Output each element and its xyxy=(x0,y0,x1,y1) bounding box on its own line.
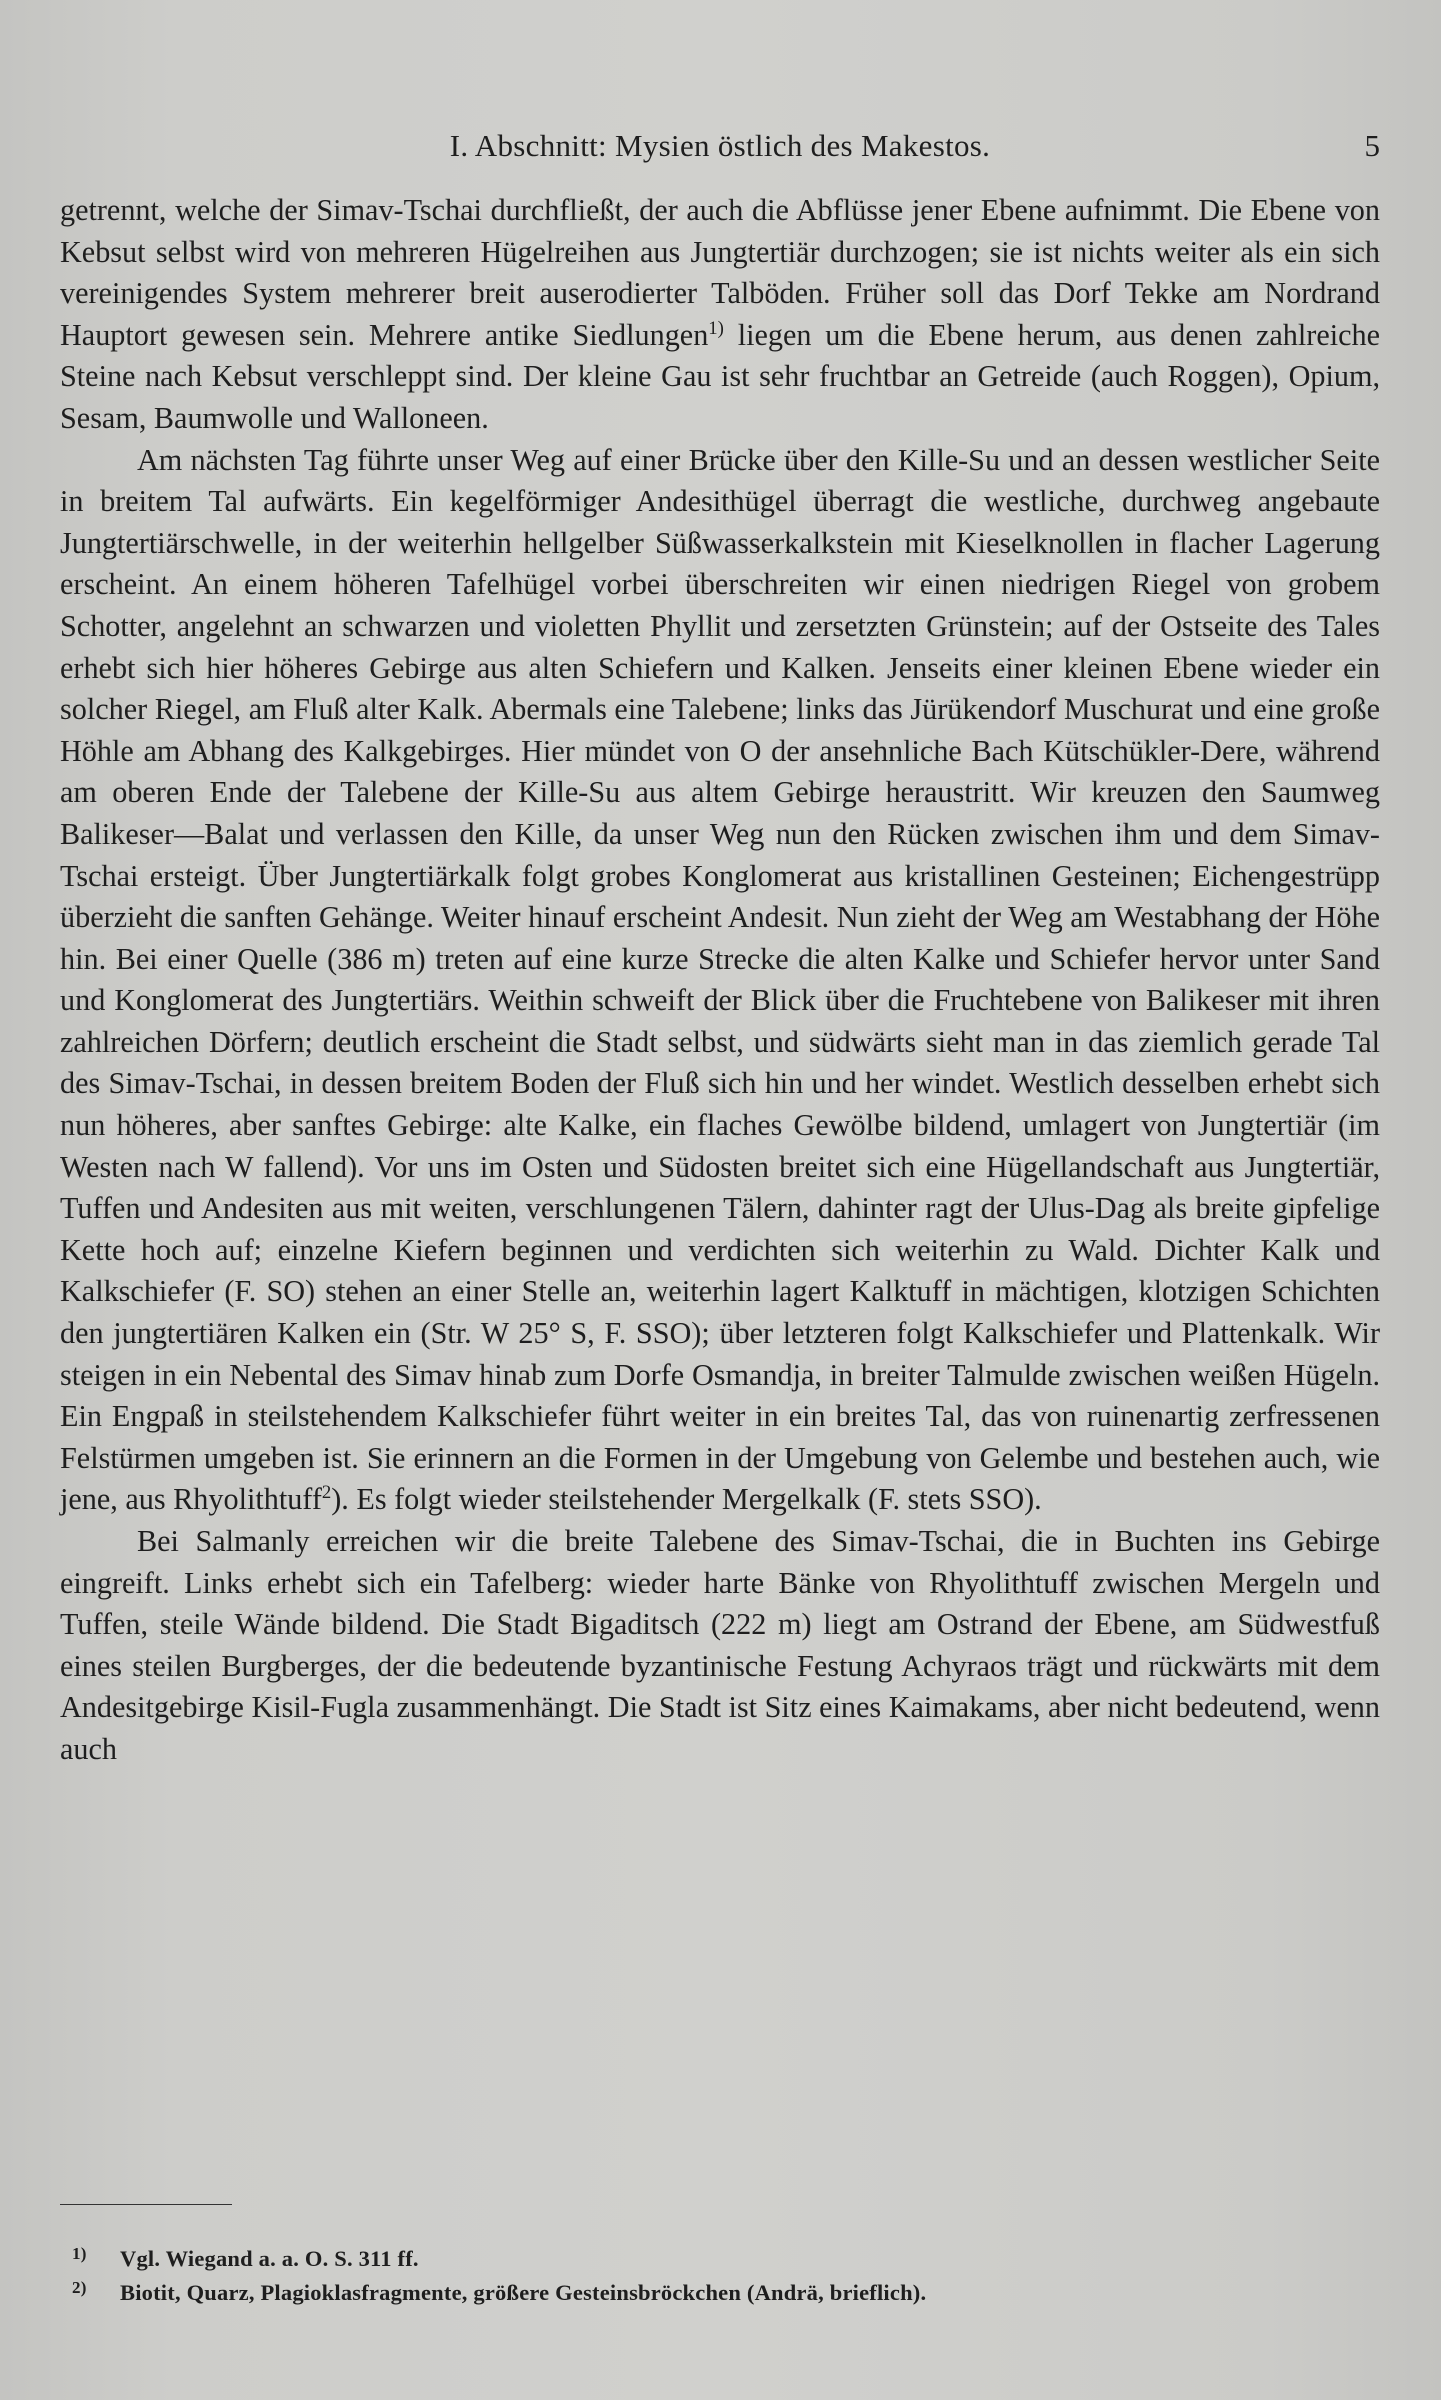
footnote-ref-1-number: 1 xyxy=(708,317,718,339)
running-head: I. Abschnitt: Mysien östlich des Makestos. xyxy=(449,128,991,163)
footnote-2 xyxy=(60,2276,1380,2310)
paragraph-2 xyxy=(60,440,1380,1521)
footnote-2-marker: 2) xyxy=(72,2278,87,2297)
footnote-ref-2-number: 2 xyxy=(321,1482,332,1504)
footnote-ref-1: 1) xyxy=(708,317,724,339)
page-header xyxy=(60,128,1380,172)
footnote-1-marker: 1) xyxy=(72,2244,87,2263)
footnote-rule xyxy=(60,2204,232,2205)
paragraph-1-part-1: getrennt, welche der Simav-Tschai durchfließt, der auch die Abflüsse jener Ebene aufnimmt. Die Ebene von Kebsut selbst wird von mehreren Hügelreihen aus Jungtertiär durchzogen; sie ist nichts weiter als ein sich vereinigendes System mehrerer breit auserodierter Talböden. Früher soll das Dorf Tekke am Nordrand Hauptort gewesen sein. Mehrere antike Siedlungen xyxy=(60,193,1380,352)
paragraph-2-part-2: ). Es folgt wieder steilstehender Mergelkalk (F. stets SSO). xyxy=(331,1482,1042,1517)
page-number: 5 xyxy=(1364,128,1380,163)
footnote-ref-2 xyxy=(322,1482,331,1503)
footnote-1 xyxy=(60,2242,1380,2276)
footnotes xyxy=(60,2242,1380,2310)
footnote-2-text: Biotit, Quarz, Plagioklasfragmente, größere Gesteinsbröckchen (Andrä, brieflich). xyxy=(120,2280,927,2305)
body-text xyxy=(60,190,1380,1771)
footnote-1-text: Vgl. Wiegand a. a. O. S. 311 ff. xyxy=(120,2246,419,2271)
paragraph-2-part-1: Am nächsten Tag führte unser Weg auf einer Brücke über den Kille-Su und an dessen westlicher Seite in breitem Tal aufwärts. Ein kegelförmiger Andesithügel überragt die westliche, durchweg angebaute Jungtertiärschwelle, in der weiterhin hellgelber Süßwasserkalkstein mit Kieselknollen in flacher Lagerung erscheint. An einem höheren Tafelhügel vorbei überschreiten wir einen niedrigen Riegel von grobem Schotter, angelehnt an schwarzen und violetten Phyllit und zersetzten Grünstein; auf der Ostseite des Tales erhebt sich hier höheres Gebirge aus alten Schiefern und Kalken. Jenseits einer kleinen Ebene wieder ein solcher Riegel, am Fluß alter Kalk. Abermals eine Talebene; links das Jürükendorf Muschurat und eine große Höhle am Abhang des Kalkgebirges. Hier mündet von O der ansehnliche Bach Kütschükler-Dere, während am oberen Ende der Talebene der Kille-Su aus altem Gebirge heraustritt. Wir kreuzen den Saumweg Balikeser—Balat und verlassen den Kille, da unser Weg nun den Rücken zwischen ihm und dem Simav-Tschai ersteigt. Über Jungtertiärkalk folgt grobes Konglomerat aus kristallinen Gesteinen; Eichengestrüpp überzieht die sanften Gehänge. Weiter hinauf erscheint Andesit. Nun zieht der Weg am Westabhang der Höhe hin. Bei einer Quelle (386 m) treten auf eine kurze Strecke die alten Kalke und Schiefer hervor unter Sand und Konglomerat des Jungtertiärs. Weithin schweift der Blick über die Fruchtebene von Balikeser mit ihren zahlreichen Dörfern; deutlich erscheint die Stadt selbst, und südwärts sieht man in das ziemlich gerade Tal des Simav-Tschai, in dessen breitem Boden der Fluß sich hin und her windet. Westlich desselben erhebt sich nun höheres, aber sanftes Gebirge: alte Kalke, ein flaches Gewölbe bildend, umlagert von Jungtertiär (im Westen nach W fallend). Vor uns im Osten und Südosten breitet sich eine Hügellandschaft aus Jungtertiär, Tuffen und Andesiten aus mit weiten, verschlungenen Tälern, dahinter ragt der Ulus-Dag als breite gipfelige Kette hoch auf; einzelne Kiefern beginnen und verdichten sich weiterhin zu Wald. Dichter Kalk und Kalkschiefer (F. SO) stehen an einer Stelle an, weiterhin lagert Kalktuff in mächtigen, klotzigen Schichten den jungtertiären Kalken ein (Str. W 25° S, F. SSO); über letzteren folgt Kalkschiefer und Plattenkalk. Wir steigen in ein Nebental des Simav hinab zum Dorfe Osmandja, in breiter Talmulde zwischen weißen Hügeln. Ein Engpaß in steilstehendem Kalkschiefer führt weiter in ein breites Tal, das von ruinenartig zerfressenen Felstürmen umgeben ist. Sie erinnern an die Formen in der Umgebung von Gelembe und bestehen auch, wie jene, aus Rhyolithtuff xyxy=(60,442,1380,1517)
paragraph-1-part-2: liegen um die Ebene herum, aus denen zahlreiche Steine nach Kebsut verschleppt sind. Der kleine Gau ist sehr fruchtbar an Getreide (auch Roggen), Opium, Sesam, Baumwolle und Walloneen. xyxy=(60,317,1380,435)
paragraph-1 xyxy=(60,190,1380,440)
paragraph-3: Bei Salmanly erreichen wir die breite Talebene des Simav-Tschai, die in Buchten ins Gebirge eingreift. Links erhebt sich ein Tafelberg: wieder harte Bänke von Rhyolithtuff zwischen Mergeln und Tuffen, steile Wände bildend. Die Stadt Bigaditsch (222 m) liegt am Ostrand der Ebene, am Südwestfuß eines steilen Burgberges, der die bedeutende byzantinische Festung Achyraos trägt und rückwärts mit dem Andesitgebirge Kisil-Fugla zusammenhängt. Die Stadt ist Sitz eines Kaimakams, aber nicht bedeutend, wenn auch xyxy=(60,1524,1380,1766)
